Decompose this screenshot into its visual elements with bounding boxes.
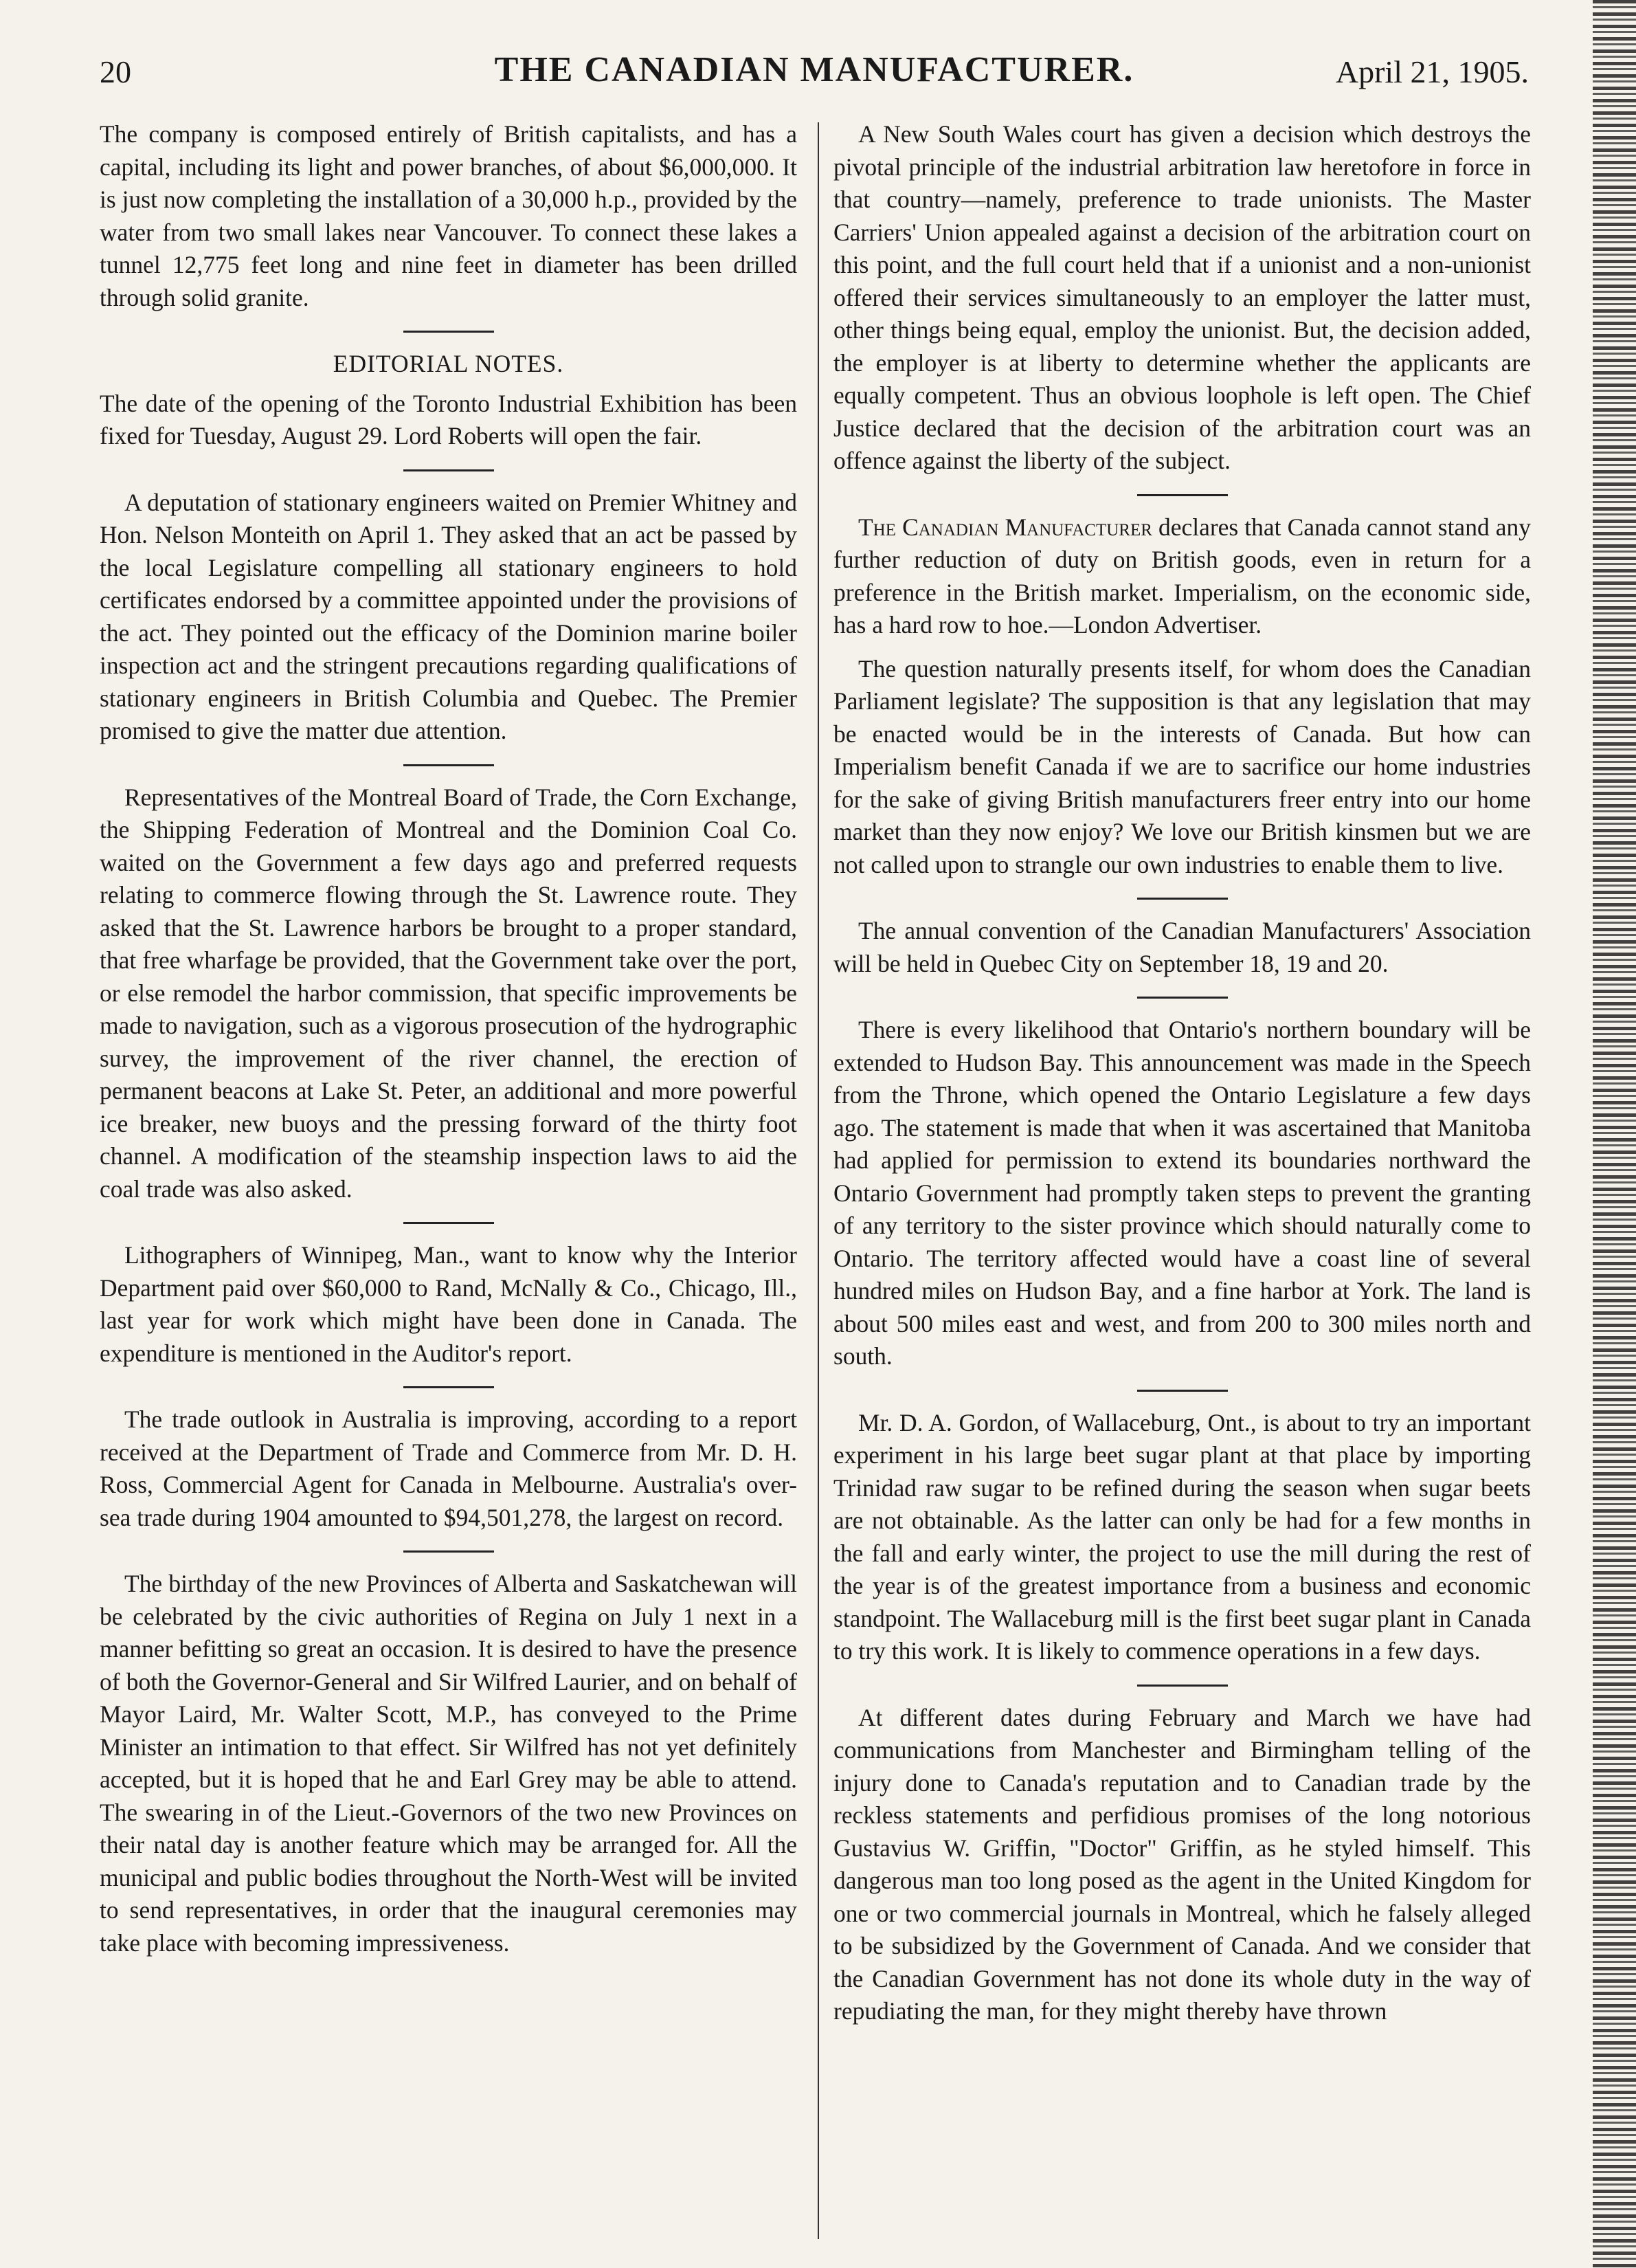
issue-date: April 21, 1905. xyxy=(1335,54,1529,89)
quote-text: declares that Canada cannot stand any further reduction of duty on British goods, even in return for a preference in the British market. Imperialism, on the economic side, has a hard row to hoe.—London Advertiser. xyxy=(833,513,1531,638)
section-divider xyxy=(1137,494,1228,496)
article-paragraph: The annual convention of the Canadian Manufacturers' Association will be held in Quebec City on September 18, 19 and 20. xyxy=(833,917,1531,977)
publication-title: THE CANADIAN MANUFACTURER. xyxy=(494,50,1134,89)
article-paragraph: The trade outlook in Australia is improving, according to a report received at the Department of Trade and Commerce from Mr. D. H. Ross, Commercial Agent for Canada in Melbourne. Australia's over-sea trade during 1904 amounted to $94,501,278, the largest on record. xyxy=(100,1405,797,1531)
article-paragraph: The question naturally presents itself, for whom does the Canadian Parliament legislate? The supposition is that any legislation that may be enacted would be in the interests of Canada. But how can Imperialism benefit Canada if we are to sacrifice our home industries for the sake of giving British manufacturers freer entry into our home market than they now enjoy? We love our British kinsmen but we are not called upon to strangle our own industries to enable them to live. xyxy=(833,654,1531,878)
article-paragraph: The date of the opening of the Toronto Industrial Exhibition has been fixed for Tuesday, August 29. Lord Roberts will open the fair. xyxy=(100,389,797,449)
article-paragraph: A deputation of stationary engineers waited on Premier Whitney and Hon. Nelson Monteith on April 1. They asked that an act be passed by the local Legislature compelling all stationary engineers to hold certificates endorsed by a committee appointed under the provisions of the act. They pointed out the efficacy of the Dominion marine boiler inspection act and the stringent precautions regarding qualifications of stationary engineers in British Columbia and Quebec. The Premier promised to give the matter due attention. xyxy=(100,488,797,744)
section-divider xyxy=(403,764,494,766)
section-divider xyxy=(403,1386,494,1388)
section-divider xyxy=(1137,898,1228,900)
scan-edge xyxy=(1593,0,1636,2268)
section-divider xyxy=(1137,1685,1228,1687)
section-divider xyxy=(403,1550,494,1553)
article-paragraph: The company is composed entirely of British capitalists, and has a capital, including its light and power branches, of about $6,000,000. It is just now completing the installation of a 30,000 h.p., provided by the water from two small lakes near Vancouver. To connect these lakes a tunnel 12,775 feet long and nine feet in diameter has been drilled through solid granite. xyxy=(100,120,797,311)
article-paragraph: At different dates during February and March we have had communications from Manchester and Birmingham telling of the injury done to Canada's reputation and to Canadian trade by the reckless statements and perfidious promises of the long notorious Gustavius W. Griffin, "Doctor" Griffin, as he styled himself. This dangerous man too long posed as the agent in the United Kingdom for one or two commercial journals in Montreal, which he falsely alleged to be subsidized by the Government of Canada. And we consider that the Canadian Government has not done its whole duty in the way of repudiating the man, for they might thereby have thrown xyxy=(833,1703,1531,2025)
section-divider xyxy=(1137,1390,1228,1392)
column-rule xyxy=(818,122,819,2239)
section-heading: EDITORIAL NOTES. xyxy=(333,350,564,377)
article-paragraph: There is every likelihood that Ontario's northern boundary will be extended to Hudson Bay. This announcement was made in the Speech from the Throne, which opened the Ontario Legislature a few days ago. The statement is made that when it was ascertained that Manitoba had applied for permission to extend its boundaries northward the Ontario Government had promptly taken steps to prevent the granting of any territory to the sister province which should naturally come to Ontario. The territory affected would have a coast line of several hundred miles on Hudson Bay, and a fine harbor at York. The land is about 500 miles east and west, and from 200 to 300 miles north and south. xyxy=(833,1016,1531,1370)
publication-name: The Canadian Manufacturer xyxy=(858,513,1152,541)
right-column xyxy=(833,118,1531,2242)
article-paragraph: Mr. D. A. Gordon, of Wallaceburg, Ont., is about to try an important experiment in his large beet sugar plant at that place by importing Trinidad raw sugar to be refined during the season when sugar beets are not obtainable. As the latter can only be had for a few months in the fall and early winter, the project to use the mill during the rest of the year is of the greatest importance from a business and economic standpoint. The Wallaceburg mill is the first beet sugar plant in Canada to try this work. It is likely to commence operations in a few days. xyxy=(833,1408,1531,1665)
article-paragraph: The birthday of the new Provinces of Alberta and Saskatchewan will be celebrated by the civic authorities of Regina on July 1 next in a manner befitting so great an occasion. It is desired to have the presence of both the Governor-General and Sir Wilfred Laurier, and on behalf of Mayor Laird, Mr. Walter Scott, M.P., has conveyed to the Prime Minister an intimation to that effect. Sir Wilfred has not yet definitely accepted, but it is hoped that he and Earl Grey may be able to attend. The swearing in of the Lieut.-Governors of the two new Provinces on their natal day is another feature which may be arranged for. All the municipal and public bodies throughout the North-West will be invited to send representatives, in order that the inaugural ceremonies may take place with becoming impressiveness. xyxy=(100,1570,797,1957)
article-paragraph xyxy=(833,511,1531,642)
section-divider xyxy=(403,1222,494,1224)
page-number: 20 xyxy=(100,54,131,89)
page-header xyxy=(100,47,1529,102)
section-divider xyxy=(403,331,494,333)
left-column xyxy=(100,118,797,2242)
section-divider xyxy=(1137,997,1228,999)
article-paragraph: A New South Wales court has given a decision which destroys the pivotal principle of the industrial arbitration law heretofore in force in that country—namely, preference to trade unionists. The Master Carriers' Union appealed against a decision of the arbitration court on this point, and the full court held that if a unionist and a non-unionist offered their services simultaneously to an employer the latter must, other things being equal, employ the unionist. But, the decision added, the employer is at liberty to determine whether the applicants are equally competent. Thus an obvious loophole is left open. The Chief Justice declared that the decision of the arbitration court was an offence against the liberty of the subject. xyxy=(833,120,1531,474)
article-paragraph: Representatives of the Montreal Board of Trade, the Corn Exchange, the Shipping Federation of Montreal and the Dominion Coal Co. waited on the Government a few days ago and preferred requests relating to commerce flowing through the St. Lawrence route. They asked that the St. Lawrence harbors be brought to a proper standard, that free wharfage be provided, that the Government take over the port, or else remodel the harbor commission, that specific improvements be made to navigation, such as a vigorous prosecution of the hydrographic survey, the improvement of the river channel, the erection of permanent beacons at Lake St. Peter, an additional and more powerful ice breaker, new buoys and the pressing forward of the thirty foot channel. A modification of the steamship inspection laws to aid the coal trade was also asked. xyxy=(100,783,797,1203)
article-paragraph: Lithographers of Winnipeg, Man., want to know why the Interior Department paid over $60,000 to Rand, McNally & Co., Chicago, Ill., last year for work which might have been done in Canada. The expenditure is mentioned in the Auditor's report. xyxy=(100,1241,797,1367)
section-divider xyxy=(403,469,494,471)
